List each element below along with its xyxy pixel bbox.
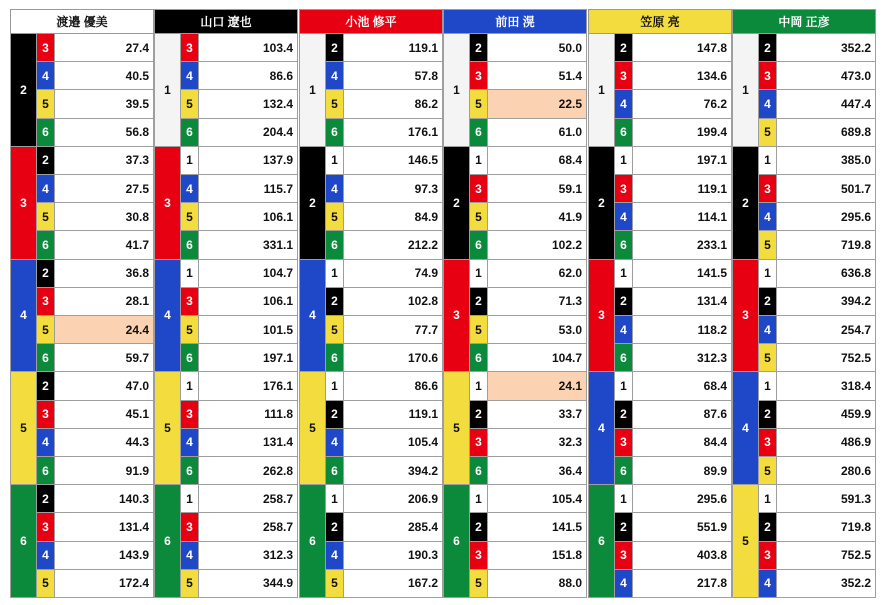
second-place-boat-cell: 2 xyxy=(10,34,37,147)
third-place-boat-cell: 1 xyxy=(615,147,633,175)
trifecta-odds-cell[interactable]: 719.8 xyxy=(777,513,876,541)
trifecta-odds-cell[interactable]: 385.0 xyxy=(777,147,876,175)
third-place-boat-cell: 2 xyxy=(759,34,777,62)
trifecta-odds-cell[interactable]: 285.4 xyxy=(344,513,443,541)
trifecta-odds-cell[interactable]: 295.6 xyxy=(777,203,876,231)
trifecta-odds-cell[interactable]: 280.6 xyxy=(777,457,876,485)
racer-name-header[interactable]: 山口 遼也 xyxy=(154,9,298,34)
trifecta-odds-cell[interactable]: 254.7 xyxy=(777,316,876,344)
third-place-boat-cell: 1 xyxy=(181,147,199,175)
trifecta-odds-cell[interactable]: 24.1 xyxy=(488,372,587,400)
third-place-boat-cell: 3 xyxy=(181,288,199,316)
third-place-boat-cell: 4 xyxy=(759,90,777,118)
third-place-boat-cell: 2 xyxy=(615,513,633,541)
racer-column xyxy=(732,9,876,597)
second-place-boat-cell: 3 xyxy=(10,147,37,260)
trifecta-odds-cell[interactable]: 41.7 xyxy=(55,231,154,259)
trifecta-odds-cell[interactable]: 312.3 xyxy=(633,344,732,372)
second-place-boat-cell: 3 xyxy=(443,260,470,373)
third-place-boat-cell: 6 xyxy=(470,344,488,372)
third-place-boat-cell: 6 xyxy=(615,344,633,372)
trifecta-odds-cell[interactable]: 102.8 xyxy=(344,288,443,316)
trifecta-odds-cell[interactable]: 172.4 xyxy=(55,570,154,598)
trifecta-odds-cell[interactable]: 689.8 xyxy=(777,119,876,147)
trifecta-odds-cell[interactable]: 551.9 xyxy=(633,513,732,541)
trifecta-odds-cell[interactable]: 752.5 xyxy=(777,344,876,372)
trifecta-odds-cell[interactable]: 447.4 xyxy=(777,90,876,118)
third-place-boat-cell: 1 xyxy=(615,485,633,513)
third-place-boat-cell: 6 xyxy=(37,231,55,259)
trifecta-odds-cell[interactable]: 111.8 xyxy=(199,401,298,429)
third-place-boat-cell: 4 xyxy=(181,542,199,570)
racer-column xyxy=(299,9,443,597)
trifecta-odds-cell[interactable]: 394.2 xyxy=(344,457,443,485)
trifecta-odds-cell[interactable]: 41.9 xyxy=(488,203,587,231)
third-place-boat-cell: 2 xyxy=(37,260,55,288)
racer-column xyxy=(443,9,587,597)
third-place-boat-cell: 3 xyxy=(470,429,488,457)
third-place-boat-cell: 4 xyxy=(326,175,344,203)
third-place-boat-cell: 1 xyxy=(759,485,777,513)
third-place-boat-cell: 4 xyxy=(181,62,199,90)
trifecta-odds-cell[interactable]: 352.2 xyxy=(777,570,876,598)
trifecta-odds-cell[interactable]: 143.9 xyxy=(55,542,154,570)
third-place-boat-cell: 5 xyxy=(37,316,55,344)
trifecta-odds-cell[interactable]: 44.3 xyxy=(55,429,154,457)
trifecta-odds-cell[interactable]: 403.8 xyxy=(633,542,732,570)
trifecta-odds-cell[interactable]: 170.6 xyxy=(344,344,443,372)
third-place-boat-cell: 4 xyxy=(615,203,633,231)
racer-name-header[interactable]: 小池 修平 xyxy=(299,9,443,34)
second-place-boat-cell: 5 xyxy=(732,485,759,598)
third-place-boat-cell: 3 xyxy=(615,62,633,90)
third-place-boat-cell: 5 xyxy=(326,203,344,231)
trifecta-odds-cell[interactable]: 312.3 xyxy=(199,542,298,570)
trifecta-odds-cell[interactable]: 197.1 xyxy=(199,344,298,372)
second-place-boat-cell: 6 xyxy=(299,485,326,598)
trifecta-odds-cell[interactable]: 217.8 xyxy=(633,570,732,598)
trifecta-odds-cell[interactable]: 105.4 xyxy=(344,429,443,457)
third-place-boat-cell: 3 xyxy=(181,401,199,429)
third-place-boat-cell: 1 xyxy=(470,260,488,288)
trifecta-odds-cell[interactable]: 59.1 xyxy=(488,175,587,203)
third-place-boat-cell: 6 xyxy=(37,344,55,372)
trifecta-odds-cell[interactable]: 62.0 xyxy=(488,260,587,288)
third-place-boat-cell: 1 xyxy=(181,260,199,288)
trifecta-odds-cell[interactable]: 115.7 xyxy=(199,175,298,203)
third-place-boat-cell: 6 xyxy=(615,457,633,485)
trifecta-odds-cell[interactable]: 190.3 xyxy=(344,542,443,570)
trifecta-odds-cell[interactable]: 591.3 xyxy=(777,485,876,513)
trifecta-odds-cell[interactable]: 106.1 xyxy=(199,203,298,231)
third-place-boat-cell: 6 xyxy=(470,457,488,485)
third-place-boat-cell: 4 xyxy=(37,175,55,203)
third-place-boat-cell: 5 xyxy=(759,344,777,372)
trifecta-odds-cell[interactable]: 262.8 xyxy=(199,457,298,485)
trifecta-odds-cell[interactable]: 134.6 xyxy=(633,62,732,90)
second-place-boat-cell: 6 xyxy=(443,485,470,598)
trifecta-odds-cell[interactable]: 86.6 xyxy=(344,372,443,400)
trifecta-odds-cell[interactable]: 106.1 xyxy=(199,288,298,316)
second-place-boat-cell: 5 xyxy=(443,372,470,485)
racer-name-header[interactable]: 笠原 亮 xyxy=(588,9,732,34)
trifecta-odds-cell[interactable]: 141.5 xyxy=(633,260,732,288)
trifecta-odds-cell[interactable]: 206.9 xyxy=(344,485,443,513)
third-place-boat-cell: 6 xyxy=(37,457,55,485)
trifecta-odds-cell[interactable]: 199.4 xyxy=(633,119,732,147)
trifecta-odds-cell[interactable]: 119.1 xyxy=(633,175,732,203)
second-place-boat-cell: 5 xyxy=(154,372,181,485)
second-place-boat-cell: 1 xyxy=(732,34,759,147)
third-place-boat-cell: 5 xyxy=(759,231,777,259)
trifecta-odds-cell[interactable]: 68.4 xyxy=(488,147,587,175)
third-place-boat-cell: 4 xyxy=(37,429,55,457)
third-place-boat-cell: 1 xyxy=(326,372,344,400)
trifecta-odds-cell[interactable]: 87.6 xyxy=(633,401,732,429)
third-place-boat-cell: 6 xyxy=(615,231,633,259)
second-place-boat-cell: 6 xyxy=(154,485,181,598)
second-place-boat-cell: 4 xyxy=(10,260,37,373)
trifecta-odds-cell[interactable]: 86.2 xyxy=(344,90,443,118)
trifecta-odds-cell[interactable]: 131.4 xyxy=(633,288,732,316)
trifecta-odds-cell[interactable]: 24.4 xyxy=(55,316,154,344)
third-place-boat-cell: 2 xyxy=(759,513,777,541)
second-place-boat-cell: 4 xyxy=(299,260,326,373)
trifecta-odds-cell[interactable]: 176.1 xyxy=(344,119,443,147)
second-place-boat-cell: 2 xyxy=(588,147,615,260)
third-place-boat-cell: 3 xyxy=(470,62,488,90)
trifecta-odds-cell[interactable]: 212.2 xyxy=(344,231,443,259)
third-place-boat-cell: 3 xyxy=(37,34,55,62)
third-place-boat-cell: 4 xyxy=(615,316,633,344)
third-place-boat-cell: 2 xyxy=(37,147,55,175)
third-place-boat-cell: 3 xyxy=(181,513,199,541)
second-place-boat-cell: 6 xyxy=(588,485,615,598)
trifecta-odds-cell[interactable]: 33.7 xyxy=(488,401,587,429)
trifecta-odds-cell[interactable]: 45.1 xyxy=(55,401,154,429)
trifecta-odds-cell[interactable]: 84.9 xyxy=(344,203,443,231)
third-place-boat-cell: 6 xyxy=(37,119,55,147)
third-place-boat-cell: 3 xyxy=(37,288,55,316)
trifecta-odds-cell[interactable]: 97.3 xyxy=(344,175,443,203)
second-place-boat-cell: 5 xyxy=(10,372,37,485)
third-place-boat-cell: 2 xyxy=(37,372,55,400)
third-place-boat-cell: 5 xyxy=(759,457,777,485)
third-place-boat-cell: 3 xyxy=(615,175,633,203)
third-place-boat-cell: 3 xyxy=(759,175,777,203)
trifecta-odds-cell[interactable]: 344.9 xyxy=(199,570,298,598)
trifecta-odds-cell[interactable]: 27.5 xyxy=(55,175,154,203)
racer-column xyxy=(154,9,298,597)
trifecta-odds-cell[interactable]: 204.4 xyxy=(199,119,298,147)
third-place-boat-cell: 4 xyxy=(759,570,777,598)
trifecta-odds-cell[interactable]: 51.4 xyxy=(488,62,587,90)
third-place-boat-cell: 3 xyxy=(37,513,55,541)
trifecta-odds-cell[interactable]: 486.9 xyxy=(777,429,876,457)
third-place-boat-cell: 4 xyxy=(326,429,344,457)
second-place-boat-cell: 4 xyxy=(732,372,759,485)
trifecta-odds-cell[interactable]: 131.4 xyxy=(55,513,154,541)
second-place-boat-cell: 3 xyxy=(154,147,181,260)
third-place-boat-cell: 6 xyxy=(181,457,199,485)
third-place-boat-cell: 4 xyxy=(615,90,633,118)
trifecta-odds-cell[interactable]: 352.2 xyxy=(777,34,876,62)
third-place-boat-cell: 6 xyxy=(326,344,344,372)
third-place-boat-cell: 6 xyxy=(181,344,199,372)
third-place-boat-cell: 5 xyxy=(37,570,55,598)
trifecta-odds-cell[interactable]: 119.1 xyxy=(344,34,443,62)
third-place-boat-cell: 5 xyxy=(37,203,55,231)
trifecta-odds-cell[interactable]: 132.4 xyxy=(199,90,298,118)
third-place-boat-cell: 3 xyxy=(615,429,633,457)
trifecta-odds-cell[interactable]: 57.8 xyxy=(344,62,443,90)
trifecta-odds-cell[interactable]: 27.4 xyxy=(55,34,154,62)
third-place-boat-cell: 2 xyxy=(615,34,633,62)
trifecta-odds-cell[interactable]: 102.2 xyxy=(488,231,587,259)
third-place-boat-cell: 2 xyxy=(759,401,777,429)
trifecta-odds-cell[interactable]: 459.9 xyxy=(777,401,876,429)
third-place-boat-cell: 5 xyxy=(181,90,199,118)
trifecta-odds-cell[interactable]: 119.1 xyxy=(344,401,443,429)
trifecta-odds-cell[interactable]: 151.8 xyxy=(488,542,587,570)
third-place-boat-cell: 5 xyxy=(326,316,344,344)
third-place-boat-cell: 3 xyxy=(470,542,488,570)
trifecta-odds-cell[interactable]: 147.8 xyxy=(633,34,732,62)
second-place-boat-cell: 2 xyxy=(299,147,326,260)
trifecta-odds-cell[interactable]: 233.1 xyxy=(633,231,732,259)
third-place-boat-cell: 6 xyxy=(615,119,633,147)
trifecta-odds-cell[interactable]: 59.7 xyxy=(55,344,154,372)
trifecta-odds-cell[interactable]: 28.1 xyxy=(55,288,154,316)
third-place-boat-cell: 4 xyxy=(615,570,633,598)
third-place-boat-cell: 5 xyxy=(470,570,488,598)
trifecta-odds-cell[interactable]: 36.4 xyxy=(488,457,587,485)
trifecta-odds-cell[interactable]: 394.2 xyxy=(777,288,876,316)
third-place-boat-cell: 1 xyxy=(759,260,777,288)
trifecta-odds-cell[interactable]: 103.4 xyxy=(199,34,298,62)
second-place-boat-cell: 2 xyxy=(443,147,470,260)
trifecta-odds-cell[interactable]: 56.8 xyxy=(55,119,154,147)
third-place-boat-cell: 3 xyxy=(37,401,55,429)
third-place-boat-cell: 6 xyxy=(470,231,488,259)
trifecta-odds-cell[interactable]: 141.5 xyxy=(488,513,587,541)
trifecta-odds-cell[interactable]: 32.3 xyxy=(488,429,587,457)
trifecta-odds-cell[interactable]: 131.4 xyxy=(199,429,298,457)
second-place-boat-cell: 1 xyxy=(588,34,615,147)
racer-name-header[interactable]: 前田 滉 xyxy=(443,9,587,34)
trifecta-odds-cell[interactable]: 91.9 xyxy=(55,457,154,485)
third-place-boat-cell: 6 xyxy=(326,457,344,485)
third-place-boat-cell: 1 xyxy=(326,485,344,513)
trifecta-odds-cell[interactable]: 501.7 xyxy=(777,175,876,203)
trifecta-odds-cell[interactable]: 77.7 xyxy=(344,316,443,344)
trifecta-odds-cell[interactable]: 167.2 xyxy=(344,570,443,598)
third-place-boat-cell: 5 xyxy=(181,203,199,231)
third-place-boat-cell: 4 xyxy=(326,62,344,90)
third-place-boat-cell: 1 xyxy=(181,372,199,400)
trifecta-odds-cell[interactable]: 331.1 xyxy=(199,231,298,259)
third-place-boat-cell: 4 xyxy=(759,316,777,344)
trifecta-odds-cell[interactable]: 295.6 xyxy=(633,485,732,513)
trifecta-odds-cell[interactable]: 71.3 xyxy=(488,288,587,316)
trifecta-odds-cell[interactable]: 101.5 xyxy=(199,316,298,344)
third-place-boat-cell: 2 xyxy=(470,34,488,62)
trifecta-odds-cell[interactable]: 50.0 xyxy=(488,34,587,62)
third-place-boat-cell: 2 xyxy=(326,288,344,316)
trifecta-odds-cell[interactable]: 88.0 xyxy=(488,570,587,598)
third-place-boat-cell: 1 xyxy=(470,485,488,513)
third-place-boat-cell: 5 xyxy=(326,570,344,598)
racer-column xyxy=(588,9,732,597)
second-place-boat-cell: 4 xyxy=(588,372,615,485)
trifecta-odds-cell[interactable]: 114.1 xyxy=(633,203,732,231)
trifecta-odds-cell[interactable]: 137.9 xyxy=(199,147,298,175)
second-place-boat-cell: 6 xyxy=(10,485,37,598)
trifecta-odds-cell[interactable]: 76.2 xyxy=(633,90,732,118)
third-place-boat-cell: 2 xyxy=(470,513,488,541)
third-place-boat-cell: 4 xyxy=(37,542,55,570)
trifecta-odds-cell[interactable]: 473.0 xyxy=(777,62,876,90)
trifecta-odds-cell[interactable]: 39.5 xyxy=(55,90,154,118)
trifecta-odds-cell[interactable]: 118.2 xyxy=(633,316,732,344)
third-place-boat-cell: 3 xyxy=(759,542,777,570)
third-place-boat-cell: 4 xyxy=(181,175,199,203)
trifecta-odds-cell[interactable]: 47.0 xyxy=(55,372,154,400)
third-place-boat-cell: 2 xyxy=(615,401,633,429)
racer-name-header[interactable]: 渡邉 優美 xyxy=(10,9,154,34)
third-place-boat-cell: 3 xyxy=(759,62,777,90)
second-place-boat-cell: 1 xyxy=(154,34,181,147)
second-place-boat-cell: 1 xyxy=(299,34,326,147)
third-place-boat-cell: 3 xyxy=(181,34,199,62)
trifecta-odds-cell[interactable]: 197.1 xyxy=(633,147,732,175)
third-place-boat-cell: 2 xyxy=(759,288,777,316)
second-place-boat-cell: 5 xyxy=(299,372,326,485)
third-place-boat-cell: 5 xyxy=(37,90,55,118)
third-place-boat-cell: 4 xyxy=(759,203,777,231)
third-place-boat-cell: 3 xyxy=(470,175,488,203)
third-place-boat-cell: 1 xyxy=(615,372,633,400)
third-place-boat-cell: 6 xyxy=(326,231,344,259)
third-place-boat-cell: 4 xyxy=(181,429,199,457)
trifecta-odds-cell[interactable]: 105.4 xyxy=(488,485,587,513)
trifecta-odds-cell[interactable]: 140.3 xyxy=(55,485,154,513)
third-place-boat-cell: 1 xyxy=(326,147,344,175)
trifecta-odds-cell[interactable]: 84.4 xyxy=(633,429,732,457)
trifecta-odds-cell[interactable]: 104.7 xyxy=(199,260,298,288)
third-place-boat-cell: 1 xyxy=(470,147,488,175)
trifecta-odds-cell[interactable]: 104.7 xyxy=(488,344,587,372)
second-place-boat-cell: 2 xyxy=(732,147,759,260)
third-place-boat-cell: 2 xyxy=(37,485,55,513)
trifecta-odds-cell[interactable]: 719.8 xyxy=(777,231,876,259)
trifecta-odds-cell[interactable]: 61.0 xyxy=(488,119,587,147)
second-place-boat-cell: 3 xyxy=(732,260,759,373)
trifecta-odds-cell[interactable]: 258.7 xyxy=(199,513,298,541)
third-place-boat-cell: 2 xyxy=(326,513,344,541)
third-place-boat-cell: 1 xyxy=(759,147,777,175)
third-place-boat-cell: 1 xyxy=(326,260,344,288)
trifecta-odds-cell[interactable]: 258.7 xyxy=(199,485,298,513)
third-place-boat-cell: 6 xyxy=(470,119,488,147)
trifecta-odds-cell[interactable]: 53.0 xyxy=(488,316,587,344)
third-place-boat-cell: 1 xyxy=(470,372,488,400)
third-place-boat-cell: 5 xyxy=(470,90,488,118)
trifecta-odds-cell[interactable]: 30.8 xyxy=(55,203,154,231)
trifecta-odds-cell[interactable]: 146.5 xyxy=(344,147,443,175)
trifecta-odds-cell[interactable]: 176.1 xyxy=(199,372,298,400)
third-place-boat-cell: 5 xyxy=(181,316,199,344)
third-place-boat-cell: 1 xyxy=(759,372,777,400)
third-place-boat-cell: 3 xyxy=(615,542,633,570)
third-place-boat-cell: 5 xyxy=(470,316,488,344)
trifecta-odds-cell[interactable]: 37.3 xyxy=(55,147,154,175)
third-place-boat-cell: 2 xyxy=(615,288,633,316)
trifecta-odds-cell[interactable]: 636.8 xyxy=(777,260,876,288)
trifecta-odds-cell[interactable]: 318.4 xyxy=(777,372,876,400)
third-place-boat-cell: 1 xyxy=(615,260,633,288)
trifecta-odds-cell[interactable]: 74.9 xyxy=(344,260,443,288)
second-place-boat-cell: 1 xyxy=(443,34,470,147)
third-place-boat-cell: 6 xyxy=(326,119,344,147)
third-place-boat-cell: 5 xyxy=(326,90,344,118)
second-place-boat-cell: 4 xyxy=(154,260,181,373)
racer-column xyxy=(10,9,154,597)
trifecta-odds-cell[interactable]: 68.4 xyxy=(633,372,732,400)
second-place-boat-cell: 3 xyxy=(588,260,615,373)
trifecta-odds-cell[interactable]: 86.6 xyxy=(199,62,298,90)
third-place-boat-cell: 5 xyxy=(181,570,199,598)
trifecta-odds-cell[interactable]: 40.5 xyxy=(55,62,154,90)
third-place-boat-cell: 4 xyxy=(37,62,55,90)
third-place-boat-cell: 5 xyxy=(759,119,777,147)
trifecta-odds-cell[interactable]: 22.5 xyxy=(488,90,587,118)
trifecta-odds-cell[interactable]: 89.9 xyxy=(633,457,732,485)
third-place-boat-cell: 2 xyxy=(326,34,344,62)
trifecta-odds-cell[interactable]: 752.5 xyxy=(777,542,876,570)
third-place-boat-cell: 4 xyxy=(326,542,344,570)
third-place-boat-cell: 1 xyxy=(181,485,199,513)
racer-name-header[interactable]: 中岡 正彦 xyxy=(732,9,876,34)
third-place-boat-cell: 3 xyxy=(759,429,777,457)
third-place-boat-cell: 2 xyxy=(470,401,488,429)
third-place-boat-cell: 2 xyxy=(326,401,344,429)
trifecta-odds-cell[interactable]: 36.8 xyxy=(55,260,154,288)
third-place-boat-cell: 6 xyxy=(181,231,199,259)
third-place-boat-cell: 5 xyxy=(470,203,488,231)
third-place-boat-cell: 2 xyxy=(470,288,488,316)
third-place-boat-cell: 6 xyxy=(181,119,199,147)
